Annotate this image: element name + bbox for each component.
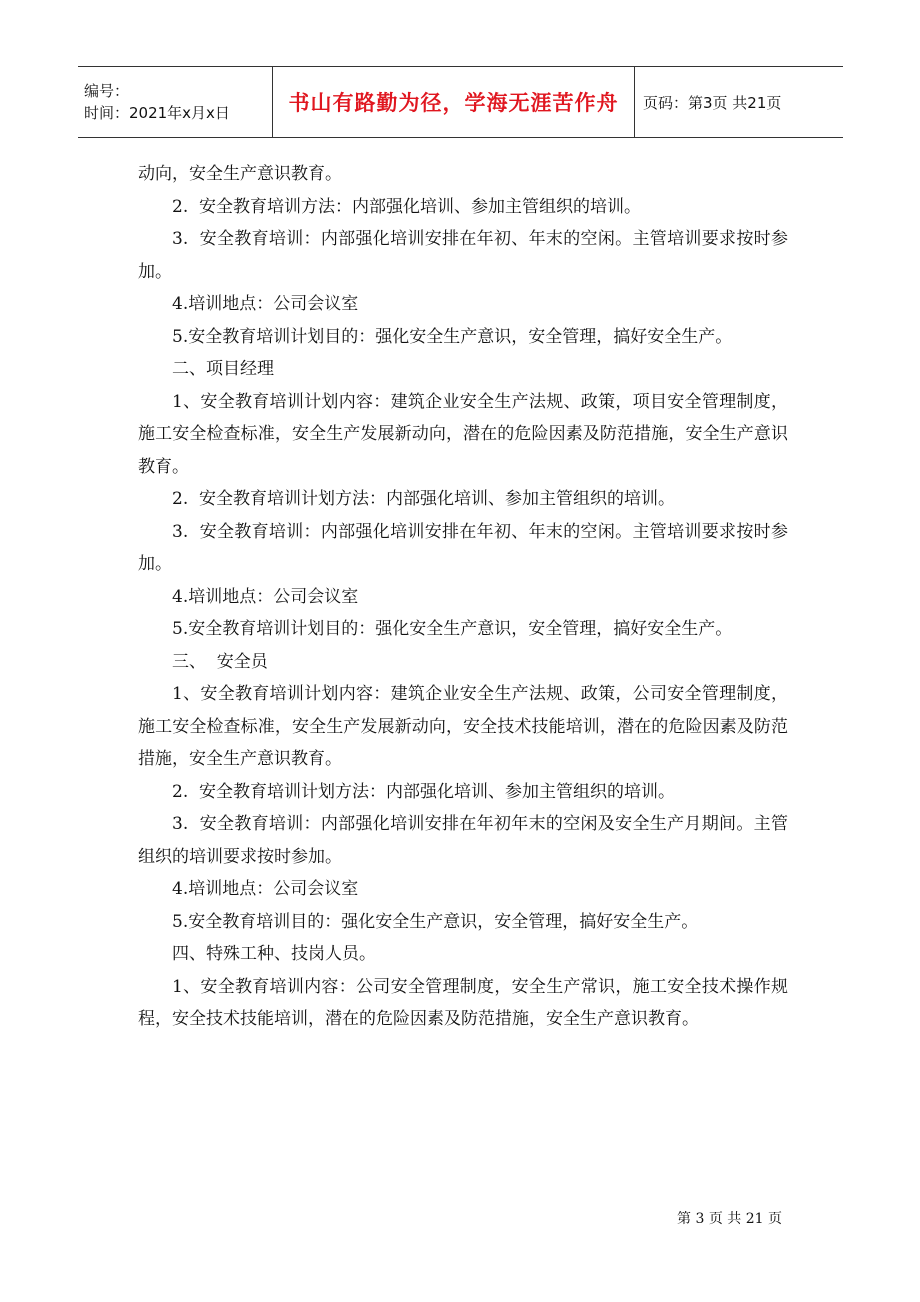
header-motto-cell — [273, 67, 635, 137]
body-paragraph: 3. 安全教育培训：内部强化培训安排在年初、年末的空闲。主管培训要求按时参加。 — [138, 229, 788, 282]
body-paragraph: 5.安全教育培训目的：强化安全生产意识，安全管理，搞好安全生产。 — [172, 911, 699, 932]
document-date: 时间：2021年x月x日 — [84, 104, 230, 122]
body-paragraph: 2. 安全教育培训方法：内部强化培训、参加主管组织的培训。 — [172, 196, 642, 217]
header-page-number: 页码：第3页 共21页 — [643, 93, 782, 112]
header-page-cell — [635, 67, 843, 137]
body-paragraph: 1、安全教育培训计划内容：建筑企业安全生产法规、政策，项目安全管理制度，施工安全检查标准，安全生产发展新动向，潜在的危险因素及防范措施，安全生产意识教育。 — [138, 391, 788, 477]
body-paragraph: 4.培训地点：公司会议室 — [172, 294, 359, 314]
body-paragraph: 5.安全教育培训计划目的：强化安全生产意识，安全管理，搞好安全生产。 — [172, 326, 733, 347]
page-footer: 第 3 页 共 21 页 — [677, 1211, 782, 1227]
body-paragraph: 2. 安全教育培训计划方法：内部强化培训、参加主管组织的培训。 — [172, 781, 676, 802]
body-paragraph: 4.培训地点：公司会议室 — [172, 586, 359, 607]
body-paragraph: 5.安全教育培训计划目的：强化安全生产意识，安全管理，搞好安全生产。 — [172, 619, 733, 639]
document-header — [78, 66, 843, 138]
header-meta — [78, 67, 273, 137]
body-paragraph: 4.培训地点：公司会议室 — [172, 879, 359, 899]
document-body — [138, 158, 788, 1036]
body-paragraph: 2. 安全教育培训计划方法：内部强化培训、参加主管组织的培训。 — [172, 489, 676, 509]
body-paragraph: 1、安全教育培训内容：公司安全管理制度，安全生产常识，施工安全技术操作规程，安全技术技能培训，潜在的危险因素及防范措施，安全生产意识教育。 — [138, 976, 788, 1029]
body-paragraph: 3. 安全教育培训：内部强化培训安排在年初年末的空闲及安全生产月期间。主管组织的培训要求按时参加。 — [138, 814, 788, 867]
body-paragraph: 三、 安全员 — [172, 651, 268, 672]
document-number: 编号： — [84, 82, 130, 100]
body-paragraph: 四、特殊工种、技岗人员。 — [172, 944, 376, 964]
body-paragraph: 二、项目经理 — [172, 359, 274, 379]
header-motto: 书山有路勤为径，学海无涯苦作舟 — [288, 91, 619, 115]
body-paragraph: 3. 安全教育培训：内部强化培训安排在年初、年末的空闲。主管培训要求按时参加。 — [138, 521, 788, 574]
body-paragraph: 1、安全教育培训计划内容：建筑企业安全生产法规、政策，公司安全管理制度，施工安全检查标准，安全生产发展新动向，安全技术技能培训，潜在的危险因素及防范措施，安全生产意识教育。 — [138, 684, 788, 769]
body-paragraph: 动向，安全生产意识教育。 — [138, 164, 342, 184]
